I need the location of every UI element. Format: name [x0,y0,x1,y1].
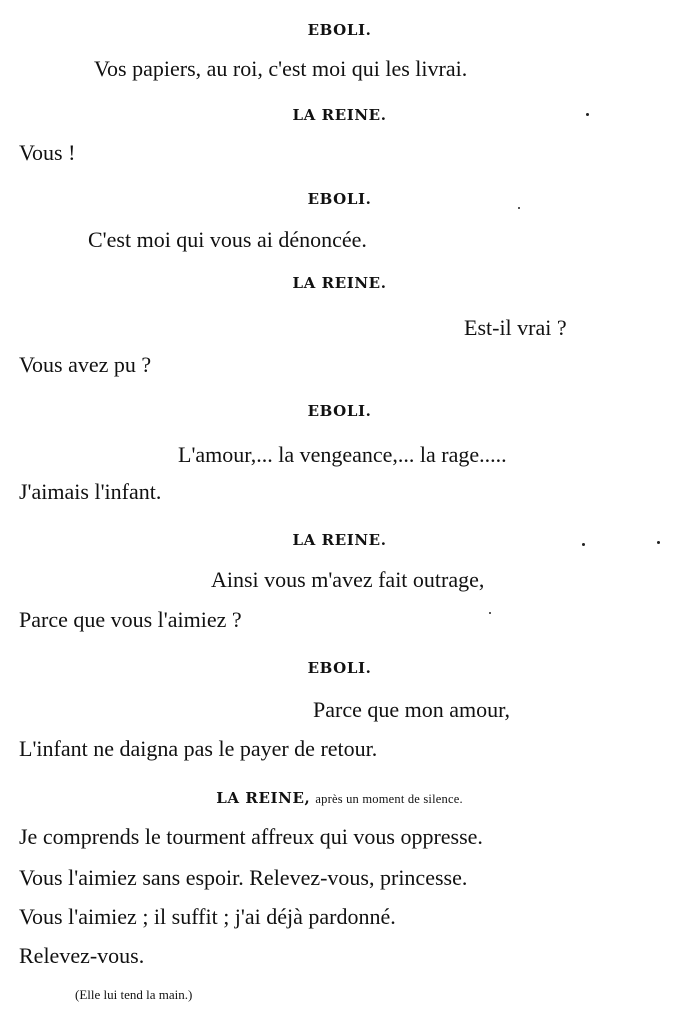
verse-line: Vous ! [19,140,76,165]
verse-line: Vos papiers, au roi, c'est moi qui les livrai. [94,56,468,81]
speaker-eboli: EBOLI. [307,190,372,208]
verse-line: C'est moi qui vous ai dénoncée. [88,227,367,252]
verse-line: Vous l'aimiez sans espoir. Relevez-vous, princesse. [19,865,468,890]
speaker-la-reine: LA REINE. [292,106,387,124]
verse-line: L'amour,... la vengeance,... la rage..... [178,442,507,467]
speaker-la-reine: LA REINE. [292,274,387,292]
verse-line: J'aimais l'infant. [19,479,162,504]
verse-line: Vous avez pu ? [19,352,152,377]
speaker-eboli: EBOLI. [307,402,372,420]
speaker-eboli: EBOLI. [307,659,372,677]
verse-line: Vous l'aimiez ; il suffit ; j'ai déjà pardonné. [19,904,396,929]
scan-speck [489,612,491,614]
verse-line: Ainsi vous m'avez fait outrage, [211,567,485,592]
verse-line: Est-il vrai ? [464,315,567,340]
verse-line: Je comprends le tourment affreux qui vous oppresse. [19,824,483,849]
scan-speck [586,113,589,116]
stage-direction: (Elle lui tend la main.) [75,987,193,1002]
scan-speck [657,541,660,544]
speaker-la-reine: LA REINE, [216,789,311,807]
verse-line: Parce que vous l'aimiez ? [19,607,242,632]
speaker-with-direction [0,790,679,806]
speaker-la-reine: LA REINE. [292,531,387,549]
stage-direction: après un moment de silence. [315,792,463,806]
scan-speck [582,543,585,546]
verse-line: Parce que mon amour, [313,697,511,722]
verse-line: L'infant ne daigna pas le payer de retour. [19,736,378,761]
verse-line: Relevez-vous. [19,943,145,968]
scan-speck [518,207,520,209]
speaker-eboli: EBOLI. [307,21,372,39]
